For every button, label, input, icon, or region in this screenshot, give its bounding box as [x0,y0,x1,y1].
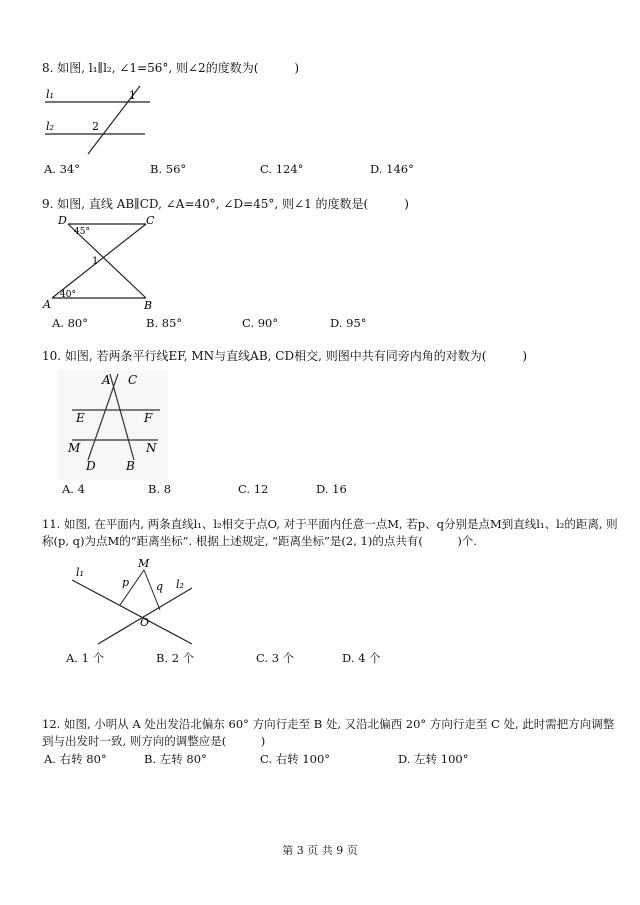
q10-figure [58,370,168,480]
q10-option-b: B. 8 [148,482,172,496]
q10-label-F: F [144,411,153,425]
q11-stem-line1: 11. 如图, 在平面内, 两条直线l₁、l₂相交于点O, 对于平面内任意一点M, 若p、q分别是点M到直线l₁、l₂的距离, 则 [42,517,618,531]
q11-label-O: O [140,616,150,629]
q9-angle-40: 40° [60,290,76,300]
q10-label-E: E [76,411,85,425]
q10-option-c: C. 12 [238,482,269,496]
q9-label-C: C [146,214,155,227]
q8-option-a: A. 34° [44,162,80,176]
q10-label-B: B [126,459,135,473]
q9-option-a: A. 80° [52,316,88,330]
q10-label-D: D [86,459,96,473]
q11-option-d: D. 4 个 [342,651,381,665]
q12-option-b: B. 左转 80° [144,752,207,766]
q8-label-l1: l₁ [46,88,54,101]
q10-label-C: C [128,373,138,387]
q10-label-M: M [68,441,81,455]
q12-option-d: D. 左转 100° [398,752,469,766]
q10-option-d: D. 16 [316,482,347,496]
q12-option-c: C. 右转 100° [260,752,331,766]
q12-stem-line2: 到与出发时一致, 则方向的调整应是( ) [42,734,266,748]
q10-stem: 10. 如图, 若两条平行线EF, MN与直线AB, CD相交, 则图中共有同旁内角的对数为( ) [42,349,528,363]
q8-option-b: B. 56° [150,162,187,176]
q9-angle-45: 45° [74,227,90,237]
q11-label-l2: l₂ [176,578,184,591]
q11-figure [68,558,218,648]
q12-option-a: A. 右转 80° [44,752,107,766]
q8-label-l2: l₂ [46,120,54,133]
q11-label-l1: l₁ [76,566,84,579]
q8-figure [40,84,170,154]
q11-label-p: p [122,576,130,589]
q8-option-d: D. 146° [370,162,414,176]
q11-option-b: B. 2 个 [156,651,195,665]
q8-option-c: C. 124° [260,162,304,176]
q9-option-b: B. 85° [146,316,183,330]
q11-option-c: C. 3 个 [256,651,295,665]
q11-label-M: M [138,557,150,570]
page-footer: 第 3 页 共 9 页 [282,844,358,857]
q9-angle-1: 1 [92,256,99,267]
q11-stem-line2: 称(p, q)为点M的“距离坐标”. 根据上述规定, “距离坐标”是(2, 1)的点共有( )个. [42,534,477,548]
q12-stem-line1: 12. 如图, 小明从 A 处出发沿北偏东 60° 方向行走至 B 处, 又沿北偏西 20° 方向行走至 C 处, 此时需把方向调整 [42,717,615,731]
q8-angle-1: 1 [129,89,136,102]
q9-label-B: B [144,299,153,312]
q9-label-D: D [58,214,67,227]
q8-stem: 8. 如图, l₁∥l₂, ∠1=56°, 则∠2的度数为( ) [42,61,300,75]
q9-option-c: C. 90° [242,316,279,330]
q11-label-q: q [156,580,164,593]
q10-option-a: A. 4 [62,482,85,496]
q9-figure [38,214,168,314]
q10-label-N: N [146,441,157,455]
q9-stem: 9. 如图, 直线 AB∥CD, ∠A=40°, ∠D=45°, 则∠1 的度数是( ) [42,197,409,211]
q8-angle-2: 2 [92,120,99,133]
q9-option-d: D. 95° [330,316,367,330]
q9-label-A: A [43,298,51,311]
q11-option-a: A. 1 个 [66,651,105,665]
q10-label-A: A [102,373,111,387]
